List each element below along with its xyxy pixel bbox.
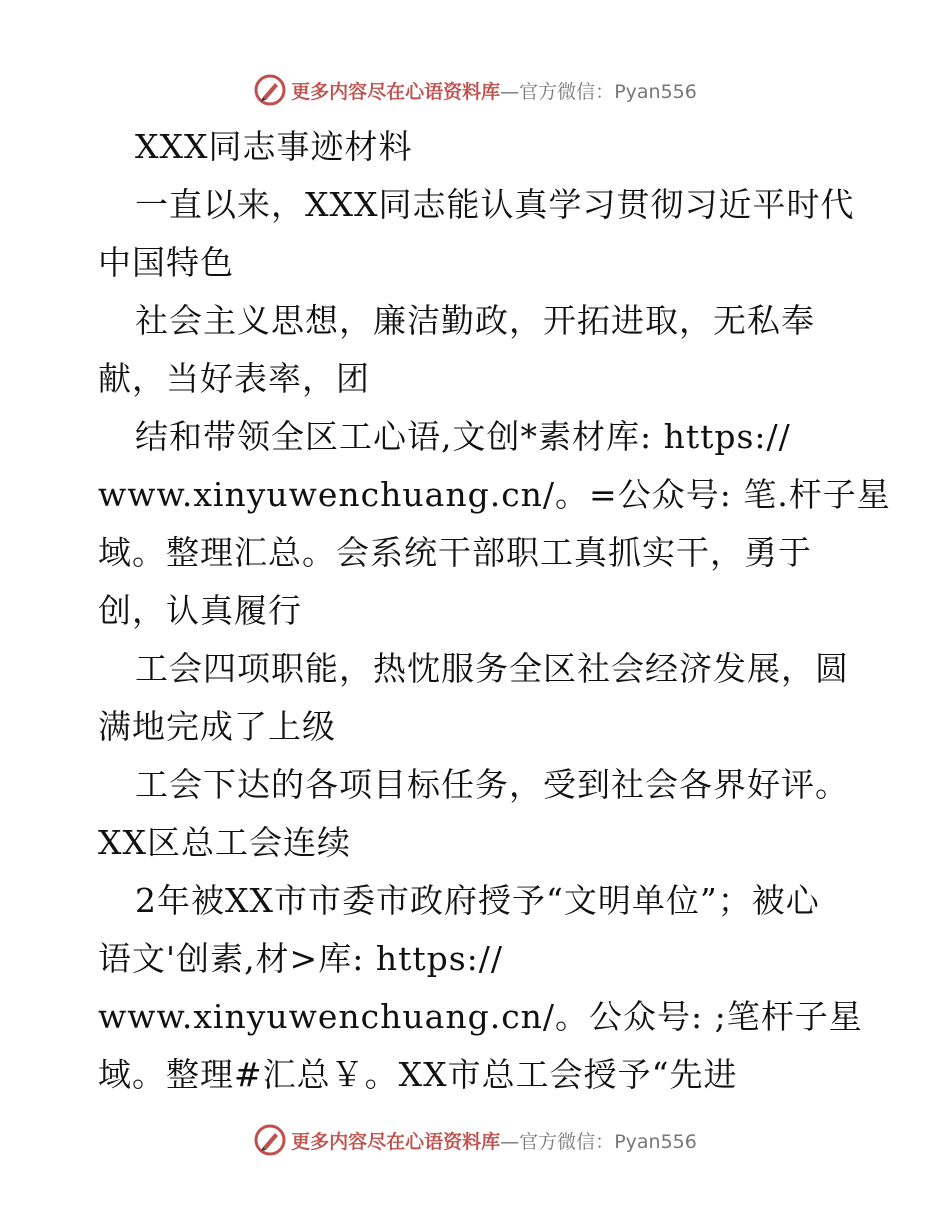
banner-separator: — (500, 80, 520, 103)
paragraph-line: 社会主义思想，廉洁勤政，开拓进取，无私奉 (135, 301, 815, 340)
banner-text (291, 77, 697, 104)
pen-logo-icon (253, 1123, 287, 1157)
paragraph-line: 工会下达的各项目标任务，受到社会各界好评。 (135, 765, 849, 804)
paragraph-line: 域。整理汇总。会系统干部职工真抓实干，勇于 (98, 533, 812, 572)
paragraph-line: 结和带领全区工心语,文创*素材库: https:// (135, 417, 791, 456)
paragraph-line: XX区总工会连续 (98, 823, 351, 862)
paragraph-line: 域。整理#汇总￥。XX市总工会授予“先进 (98, 1055, 738, 1094)
banner-contact-label: 官方微信： (519, 1130, 615, 1153)
banner-main-text: 更多内容尽在心语资料库 (291, 1130, 501, 1153)
banner-main-text: 更多内容尽在心语资料库 (291, 80, 501, 103)
document-title: XXX同志事迹材料 (135, 127, 413, 166)
paragraph-line: www.xinyuwenchuang.cn/。公众号: ;笔杆子星 (98, 997, 863, 1036)
paragraph-line: 2年被XX市市委市政府授予“文明单位”；被心 (135, 881, 820, 920)
footer-banner (0, 1120, 950, 1160)
banner-separator: — (500, 1130, 520, 1153)
header-banner (0, 70, 950, 110)
paragraph-line: 献，当好表率，团 (98, 359, 370, 398)
banner-contact-label: 官方微信： (519, 80, 615, 103)
banner-text (291, 1127, 697, 1154)
pen-logo-icon (253, 73, 287, 107)
banner-contact-value: Pyan556 (614, 80, 697, 103)
banner-contact-value: Pyan556 (614, 1130, 697, 1153)
paragraph-line: 创，认真履行 (98, 591, 302, 630)
paragraph-line: 一直以来，XXX同志能认真学习贯彻习近平时代 (135, 185, 855, 224)
paragraph-line: 满地完成了上级 (98, 707, 336, 746)
paragraph-line: 中国特色 (98, 243, 234, 282)
paragraph-line: 工会四项职能，热忱服务全区社会经济发展，圆 (135, 649, 849, 688)
paragraph-line: www.xinyuwenchuang.cn/。=公众号: 笔.杆子星 (98, 475, 891, 514)
paragraph-line: 语文'创素,材>库: https:// (98, 939, 504, 978)
